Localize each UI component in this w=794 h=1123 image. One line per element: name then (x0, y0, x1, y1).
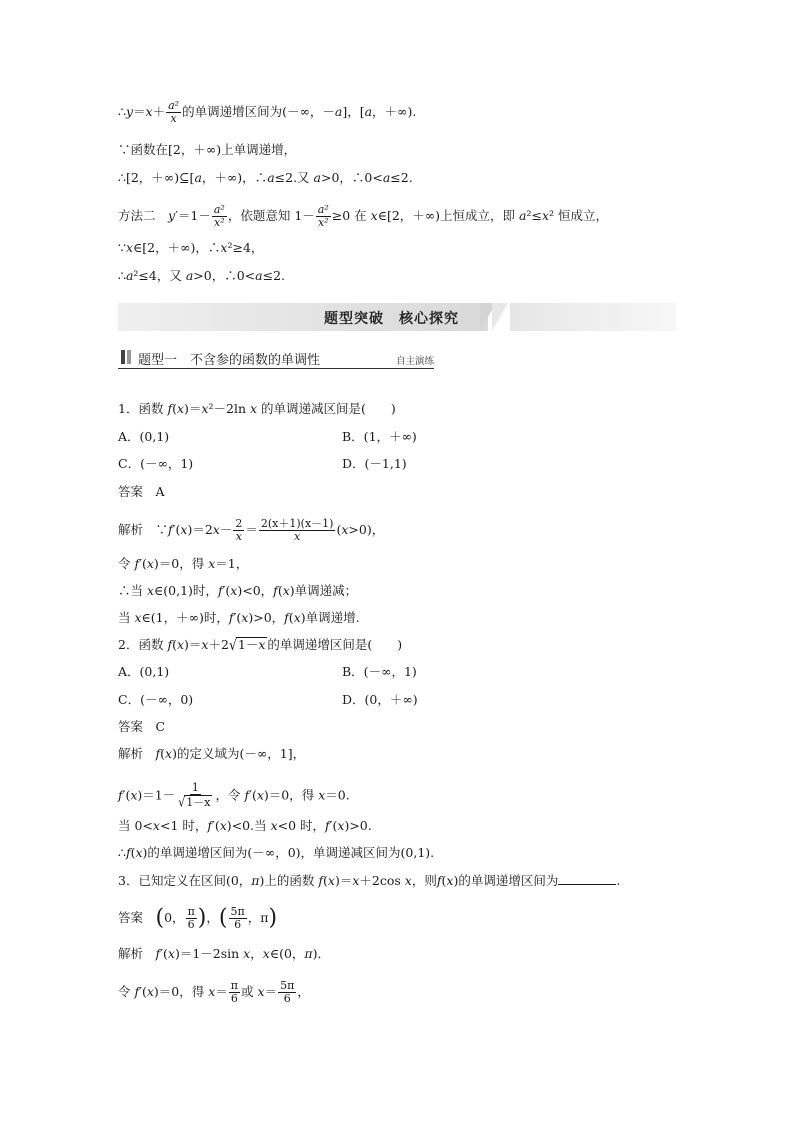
fraction-numerator: 1 (191, 781, 199, 794)
var: x (167, 946, 175, 961)
q2-option-a: A．(0,1) (118, 664, 170, 679)
text: ，则 (411, 873, 437, 888)
text: ∴ (118, 845, 126, 860)
var: f (168, 522, 173, 537)
text: ′( (249, 787, 257, 803)
var: x (341, 522, 349, 537)
text: )的单调递增区间为(－∞，0)，单调递减区间为(0,1). (142, 845, 435, 860)
var: a (267, 170, 275, 185)
var: f (118, 787, 123, 803)
var: x (125, 240, 134, 255)
text: )单调递增. (300, 610, 360, 625)
text: 2．函数 (118, 637, 168, 652)
fraction-numerator: 5π (230, 905, 245, 918)
text: 令 (118, 984, 135, 999)
text: 当 (118, 610, 135, 625)
fraction-denominator: 6 (283, 992, 291, 1005)
text: ]，[ (342, 104, 365, 119)
q3-stem (118, 872, 620, 889)
text: )单调递减； (289, 583, 358, 598)
radicand (236, 637, 268, 652)
text: )上的函数 (259, 873, 319, 888)
fraction-numerator: a² (317, 203, 329, 216)
var: f (134, 984, 140, 999)
fraction-numerator: 2 (235, 517, 243, 530)
paren-close: ) (268, 905, 278, 931)
text: ＝ (245, 522, 258, 537)
var: x (212, 522, 220, 537)
var: x (208, 556, 216, 571)
text: ( (323, 873, 328, 888)
var: x (165, 746, 173, 761)
text: )<0， (237, 583, 274, 598)
fraction-denominator: x (294, 530, 301, 543)
text: ， (297, 984, 310, 999)
text: ( (172, 401, 177, 416)
line-x-range (118, 240, 263, 256)
question-type-label: 题型一 不含参的函数的单调性 (138, 353, 321, 368)
var: x (180, 522, 188, 537)
text: ²≤ (526, 208, 542, 223)
question-type-bar (118, 348, 434, 369)
var: x (135, 845, 143, 860)
radical-sign: √ (178, 794, 186, 811)
var: f (436, 873, 442, 888)
var: x (327, 873, 335, 888)
banner-tail (510, 303, 676, 331)
fraction (316, 204, 331, 229)
q2-solution-conclusion (118, 845, 434, 861)
q1-solution-decreasing (118, 583, 357, 599)
text: ²≤4，又 (133, 268, 186, 283)
bookmark-icon-shadow (127, 350, 131, 364)
var: x (370, 208, 378, 223)
text: )． (312, 946, 331, 961)
text: ∵ (118, 240, 126, 255)
var: x (404, 873, 412, 888)
text: ＋ (152, 104, 166, 119)
text: )<0.当 (226, 818, 271, 833)
text: ( (336, 522, 342, 537)
text: )＝0，得 (153, 984, 209, 999)
text: ∈[2，＋∞)上恒成立，即 (377, 208, 520, 223)
q1-stem (118, 401, 396, 417)
paren-close: ) (197, 905, 207, 931)
var: f (167, 637, 173, 652)
answer-blank (558, 872, 616, 885)
text: 的单调递减区间是( ) (257, 401, 396, 416)
text: 解析 (118, 746, 156, 761)
text: ， (250, 946, 263, 961)
text: )＝1－2sin (174, 946, 244, 961)
section-banner (118, 303, 676, 331)
text: ＝ (264, 984, 278, 999)
paren-open: ( (155, 905, 165, 931)
text: ，依题意知 1－ (227, 208, 315, 223)
fraction-denominator: x² (214, 216, 225, 229)
var: x (243, 946, 251, 961)
var: x (152, 818, 160, 833)
var: a (519, 208, 527, 223)
fraction (186, 906, 197, 931)
method-label: 方法二 (118, 208, 169, 223)
var: x (337, 818, 345, 833)
text: ′＝1－ (175, 208, 211, 223)
text: ′( (212, 818, 220, 833)
fraction-numerator: π (187, 905, 195, 918)
text: 解析 ∵ (118, 522, 169, 537)
var: x (219, 818, 227, 833)
text: ( (441, 873, 447, 888)
fraction-denominator: x (235, 530, 242, 543)
var: x (201, 401, 209, 416)
var: x (318, 787, 326, 803)
text: <0 时， (277, 818, 326, 833)
question-type-tag: 自主演练 (395, 356, 434, 367)
text: ∈[2，＋∞)，∴ (133, 240, 221, 255)
text: 解析 (118, 946, 156, 961)
fraction-numerator: a² (213, 203, 225, 216)
var: f (207, 818, 213, 833)
var: π (251, 873, 260, 888)
var: x (249, 401, 258, 416)
text: )＝0，得 (153, 556, 209, 571)
text: 3．已知定义在区间(0， (118, 873, 252, 888)
text: 1－ (237, 637, 259, 652)
text: >0，∴0< (320, 170, 383, 185)
text: ′( (329, 818, 338, 833)
text: ＋2cos (359, 873, 405, 888)
radicand: 1－x (186, 796, 211, 809)
var: a (185, 268, 194, 283)
fraction-numerator: a² (168, 99, 180, 112)
text: )>0， (248, 610, 285, 625)
var: x (293, 610, 301, 625)
fraction-denominator: 6 (230, 992, 238, 1005)
fraction-denominator: 6 (234, 918, 242, 931)
var: x (134, 610, 142, 625)
text: )的单调递增区间为 (453, 873, 559, 888)
text: ′( (139, 556, 147, 571)
text: ²≥4， (227, 240, 264, 255)
var: x (241, 610, 249, 625)
bookmark-icon (121, 350, 125, 364)
text: )＝ (334, 873, 353, 888)
text: 令 (118, 556, 135, 571)
var: f (155, 946, 161, 961)
fraction-numerator: 5π (280, 979, 295, 992)
var: f (155, 746, 161, 761)
text: ∴当 (118, 583, 147, 598)
fraction-numerator: 2(x＋1)(x－1) (260, 517, 334, 530)
text: <1 时， (159, 818, 208, 833)
var: f (318, 873, 324, 888)
section-title: 题型突破 核心探究 (324, 311, 459, 327)
text: 0， (164, 910, 185, 925)
line-conclusion (118, 268, 285, 284)
fraction (278, 980, 296, 1005)
text: >0)， (348, 522, 385, 537)
fraction (229, 980, 240, 1005)
var: y (125, 104, 134, 119)
var: a (382, 170, 391, 185)
text: ， (206, 910, 219, 925)
var: f (228, 610, 234, 625)
q2-solution-sign (118, 818, 372, 834)
var: x (542, 208, 550, 223)
text: >0，∴0< (193, 268, 256, 283)
line-monotonic-given (118, 142, 296, 158)
var: a (255, 268, 263, 283)
q1-option-c: C．(－∞，1) (118, 456, 194, 471)
var: f (325, 818, 330, 833)
radical-sign: √ (228, 635, 237, 654)
var: x (201, 637, 209, 652)
var: f (134, 556, 140, 571)
q1-solution-derivative (118, 518, 384, 543)
q3-answer (118, 906, 277, 931)
fraction (229, 906, 247, 931)
line-method-two (118, 204, 608, 229)
q2-option-b: B．(－∞，1) (342, 664, 417, 679)
fraction-denominator: x² (317, 216, 329, 229)
text: 的单调递增区间为(－∞，－ (182, 104, 335, 119)
text: ′( (160, 946, 168, 961)
text: )＝ (184, 401, 202, 416)
text: ∈(0,1)时， (154, 583, 218, 598)
q3-solution-zeros (118, 980, 310, 1005)
q2-option-d: D．(0，＋∞) (342, 692, 418, 707)
fraction-denominator: 6 (187, 918, 195, 931)
text: ＝ (133, 104, 146, 119)
text: ′( (122, 787, 131, 803)
text: ，＋∞). (372, 104, 417, 119)
text: ( (160, 746, 166, 761)
text: )的定义域为(－∞，1]， (172, 746, 306, 761)
answer-label: 答案 (118, 910, 156, 925)
fraction (176, 782, 214, 810)
var: x (145, 104, 153, 119)
text: ，＋∞)，∴ (201, 170, 268, 185)
q1-option-b: B．(1，＋∞) (342, 429, 417, 444)
text: ，令 (215, 787, 245, 803)
text: ( (172, 637, 177, 652)
q1-solution-increasing (118, 610, 360, 626)
text: ∴ (118, 268, 126, 283)
q2-solution-derivative (118, 782, 350, 810)
var: f (217, 583, 223, 598)
text: ∴ (118, 104, 126, 119)
text: ＝1， (215, 556, 249, 571)
text: ( (130, 845, 136, 860)
fraction-numerator: π (230, 979, 239, 992)
var: f (167, 401, 173, 416)
text: ∵函数在[2，＋∞)上单调递增， (118, 142, 297, 157)
var: x (176, 401, 185, 416)
var: x (262, 946, 270, 961)
text: ′( (222, 583, 231, 598)
var: f (244, 787, 250, 803)
fraction (259, 518, 336, 543)
text: ∈(0， (269, 946, 305, 961)
text: )＝1－ (137, 787, 176, 803)
var: a (194, 170, 202, 185)
var: a (364, 104, 373, 119)
fraction-denominator (176, 795, 214, 810)
text: ，π (247, 910, 269, 925)
var: x (130, 787, 138, 803)
var: x (176, 637, 185, 652)
text: ( (288, 610, 294, 625)
var: f (273, 583, 278, 598)
text: ＝0. (325, 787, 350, 803)
q2-option-c: C．(－∞，0) (118, 692, 194, 707)
text: ² 恒成立， (549, 208, 609, 223)
line-increasing-interval (118, 100, 416, 125)
text: 的单调递增区间是( ) (267, 637, 403, 652)
text: . (616, 873, 621, 888)
fraction (166, 100, 181, 125)
q3-solution-derivative (118, 946, 330, 962)
text: )>0. (344, 818, 372, 833)
var: x (257, 984, 265, 999)
banner-slant-light (492, 303, 508, 331)
text: ≤2.又 (274, 170, 314, 185)
var: x (220, 240, 228, 255)
var: x (256, 787, 264, 803)
text: ＋2 (208, 637, 229, 652)
fraction-denominator: x (170, 112, 177, 125)
text: )＝ (184, 637, 202, 652)
text: ′( (139, 984, 147, 999)
q1-solution-zero (118, 556, 248, 572)
var: f (125, 845, 131, 860)
var: y (168, 208, 176, 223)
q1-option-a: A．(0,1) (118, 429, 170, 444)
var: x (146, 984, 154, 999)
text: ′( (172, 522, 181, 537)
paren-open: ( (218, 905, 228, 931)
var: x (208, 984, 216, 999)
text: )＝2 (187, 522, 213, 537)
text: ＝ (215, 984, 228, 999)
line-subset (118, 170, 413, 186)
var: f (284, 610, 289, 625)
text: 或 (241, 984, 258, 999)
var: π (304, 946, 313, 961)
var: a (313, 170, 321, 185)
text: 1．函数 (118, 401, 168, 416)
var: x (270, 818, 278, 833)
var: x (230, 583, 238, 598)
var: x (258, 637, 266, 652)
q2-stem (118, 637, 402, 653)
fraction (212, 204, 227, 229)
var: a (334, 104, 343, 119)
q2-solution-domain (118, 746, 305, 762)
text: ≥0 在 (331, 208, 371, 223)
var: x (146, 583, 155, 598)
text: ²－2ln (208, 401, 250, 416)
text: ( (277, 583, 283, 598)
q2-answer: 答案 C (118, 719, 166, 734)
text: )＝0，得 (263, 787, 319, 803)
text: ≤2. (262, 268, 285, 283)
text: 当 0< (118, 818, 153, 833)
text: ≤2. (390, 170, 413, 185)
text: ∴[2，＋∞)⊆[ (118, 170, 195, 185)
q1-answer: 答案 A (118, 484, 165, 499)
text: － (219, 522, 233, 537)
var: x (146, 556, 154, 571)
text: ′( (233, 610, 242, 625)
var: x (282, 583, 290, 598)
var: x (352, 873, 360, 888)
q1-option-d: D．(－1,1) (342, 456, 407, 471)
fraction (233, 518, 244, 543)
var: x (446, 873, 454, 888)
text: ∈(1，＋∞)时， (141, 610, 229, 625)
var: a (125, 268, 134, 283)
